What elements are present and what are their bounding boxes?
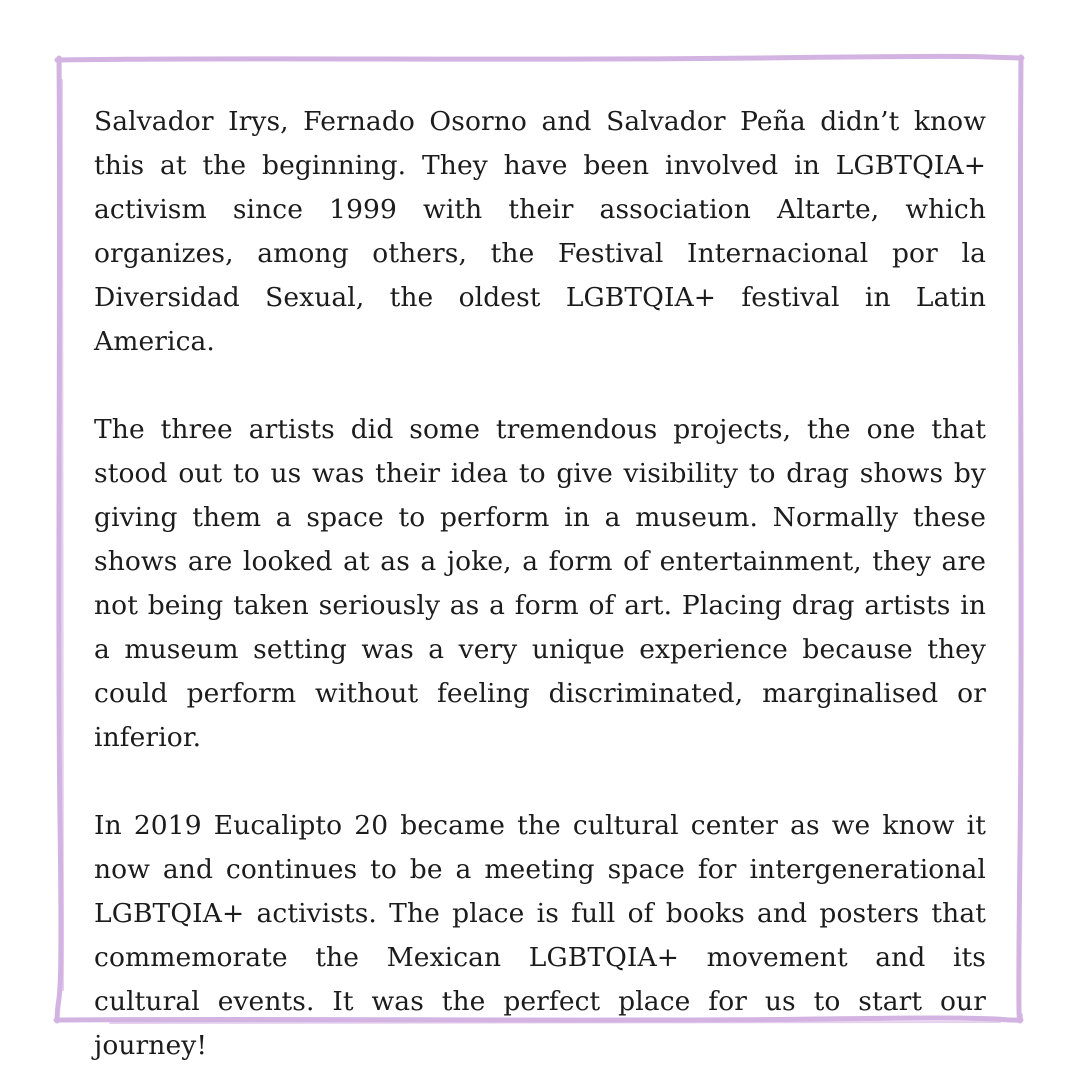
paragraph-drag-shows: The three artists did some tremendous projects, the one that stood out to us was their idea to give visibility to drag shows by giving them a space to perform in a museum. Normally these shows are looked at as a joke, a form of entertainment, they are not being taken seriously as a form of art. Placing drag artists in a museum setting was a very unique experience because they could perform without feeling discriminated, marginalised or inferior. [94, 414, 986, 753]
frame-top-edge [57, 56, 1022, 60]
frame-right-edge [1019, 57, 1021, 1021]
frame-left-edge [57, 58, 61, 1021]
article-text [94, 100, 986, 1068]
frame-left-edge-stroke2 [62, 80, 63, 990]
paragraph-founders: Salvador Irys, Fernado Osorno and Salvador Peña didn’t know this at the beginning. They have been involved in LGBTQIA+ activism since 1999 with their association Altarte, which organizes, among others, the Festival Internacional por la Diversidad Sexual, the oldest LGBTQIA+ festival in Latin America. [94, 106, 986, 357]
paragraph-cultural-center: In 2019 Eucalipto 20 became the cultural center as we know it now and continues to be a meeting space for intergenerational LGBTQIA+ activists. The place is full of books and posters that commemorate the Mexican LGBTQIA+ movement and its cultural events. It was the perfect place for us to start our journey! [94, 810, 986, 1061]
